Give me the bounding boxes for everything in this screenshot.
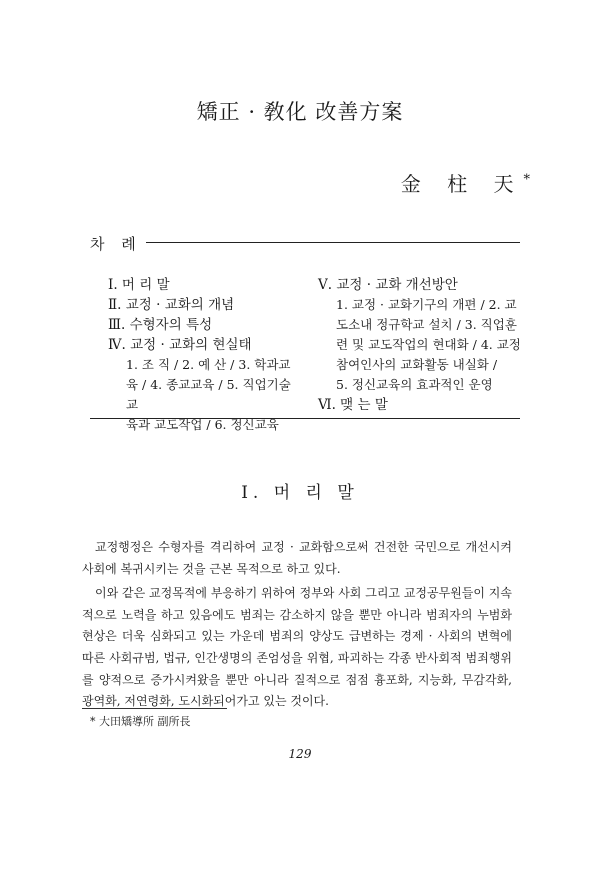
toc-item: Ⅳ. 교정 · 교화의 현실태: [108, 337, 252, 353]
author: [401, 168, 530, 197]
toc-label: 차 례: [90, 233, 146, 254]
toc-subitem: 참여인사의 교화활동 내실화 /: [336, 357, 498, 372]
toc-bottom-rule: [90, 418, 520, 419]
author-footnote-mark: *: [523, 172, 530, 188]
toc-subitem: 1. 교정 · 교화기구의 개편 / 2. 교: [336, 297, 517, 312]
footnote: * 大田矯導所 副所長: [90, 715, 191, 728]
toc-subitem: 도소내 정규학교 설치 / 3. 직업훈: [336, 317, 517, 332]
page-title: 矯正 · 敎化 改善方案: [196, 100, 404, 124]
toc-right-column: [318, 275, 528, 415]
footnote-rule: [82, 708, 227, 709]
toc-top-rule: [142, 242, 520, 243]
toc-subitem: 1. 조 직 / 2. 예 산 / 3. 학과교: [126, 357, 291, 372]
paragraph: 이와 같은 교정목적에 부응하기 위하여 정부와 사회 그리고 교정공무원들이 지속적으로 노력을 하고 있음에도 범죄는 감소하지 않을 뿐만 아니라 범죄자의 누범화 현상은 더욱 심화되고 있는 가운데 범죄의 양상도 급변하는 경제 · 사회의 변혁에 따른 사회규범, 법규, 인간생명의 존엄성을 위협, 파괴하는 각종 반사회적 범죄행위를 양적으로 증가시켜왔을 뿐만 아니라 질적으로 점점 흉포화, 지능화, 무감각화, 광역화, 저연령화, 도시화되어가고 있는 것이다.: [82, 586, 512, 709]
toc-item: Ⅱ. 교정 · 교화의 개념: [108, 297, 235, 313]
toc-subitem: 육 / 4. 종교교육 / 5. 직업기술교: [126, 377, 291, 412]
toc-header: [90, 233, 520, 253]
toc-item: Ⅴ. 교정 · 교화 개선방안: [318, 277, 458, 293]
toc-subitem: 련 및 교도작업의 현대화 / 4. 교정: [336, 337, 521, 352]
toc-subitem: 5. 정신교육의 효과적인 운영: [336, 377, 493, 392]
toc-item: Ⅰ. 머 리 말: [108, 277, 170, 293]
paragraph: 교정행정은 수형자를 격리하여 교정 · 교화함으로써 건전한 국민으로 개선시켜 사회에 복귀시키는 것을 근본 목적으로 하고 있다.: [82, 540, 512, 576]
page-number: 129: [288, 747, 312, 761]
toc-left-column: [108, 275, 298, 435]
toc-subitem: 육과 교도작업 / 6. 정신교육: [126, 417, 279, 432]
toc-item: Ⅵ. 맺 는 말: [318, 397, 388, 413]
section-heading: Ⅰ. 머 리 말: [241, 483, 359, 503]
body-text: [82, 537, 512, 713]
author-name: 金 柱 天: [400, 172, 524, 196]
toc-item: Ⅲ. 수형자의 특성: [108, 317, 213, 333]
